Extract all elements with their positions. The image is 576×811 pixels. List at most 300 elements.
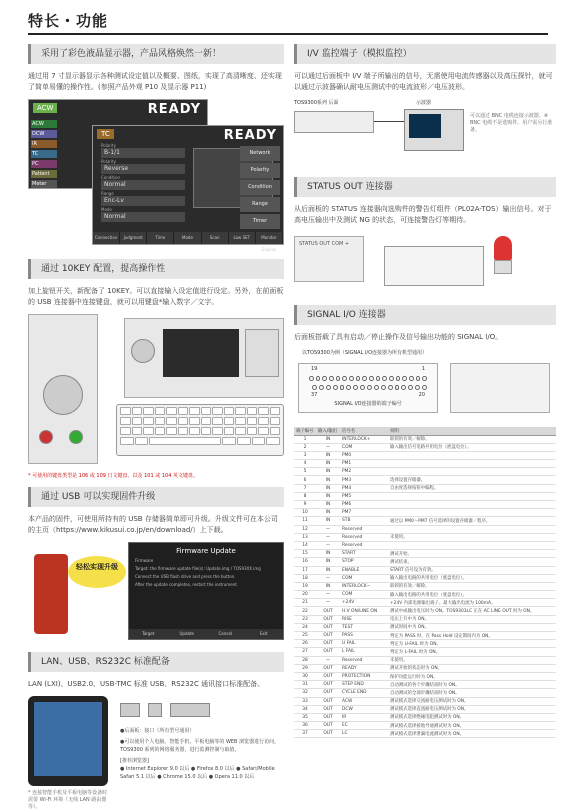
table-cell: PM1 bbox=[340, 460, 388, 468]
table-cell: U FAIL bbox=[340, 640, 388, 648]
usb-port-icon bbox=[148, 703, 162, 717]
title-divider bbox=[28, 33, 548, 35]
table-cell: 测试模式选择交流耐电压测试时为 ON。 bbox=[388, 697, 556, 705]
field-value[interactable]: B-1/1 bbox=[101, 148, 185, 158]
table-row bbox=[294, 615, 556, 623]
table-cell: IN bbox=[316, 582, 340, 590]
field-label: Polarity bbox=[101, 159, 116, 164]
browser-list: ● Internet Explorer 9.0 以后 ● Firefox 8.0 以后 ● Safari/Mobile Safari 5.1 以后 ● Chrome 15.0 以后 ● Opera 11.0 以后 bbox=[120, 766, 275, 780]
table-row bbox=[294, 689, 556, 697]
table-cell: 28 bbox=[294, 656, 316, 664]
table-cell: 24 bbox=[294, 623, 316, 631]
table-cell: 35 bbox=[294, 713, 316, 721]
table-cell: 10 bbox=[294, 509, 316, 517]
table-row bbox=[294, 705, 556, 713]
table-cell: 16 bbox=[294, 558, 316, 566]
knob-icon bbox=[131, 339, 155, 363]
table-cell: 联锁的有效／解除。 bbox=[388, 435, 556, 443]
table-cell: IN bbox=[316, 550, 340, 558]
display-text: 通过用 7 寸显示器显示各种测试设定值以及概要、图纸，实现了高清晰度、还实现了简单易懂的操作性。(参照产品外观 P10 及显示器 P11) bbox=[28, 72, 282, 91]
table-row bbox=[294, 525, 556, 533]
table-row bbox=[294, 648, 556, 656]
table-cell: OUT bbox=[316, 713, 340, 721]
wifi-note: * 连接智能手机及平板电脑等设备时需要 Wi-Fi 环境（无线 LAN 路由器等）。 bbox=[28, 790, 108, 810]
table-cell: IN bbox=[316, 501, 340, 509]
table-cell: 37 bbox=[294, 730, 316, 738]
firmware-line: Firmware bbox=[135, 558, 154, 563]
table-row bbox=[294, 582, 556, 590]
table-cell: IN bbox=[316, 435, 340, 443]
tab-monitor[interactable]: Monitor Display bbox=[256, 232, 283, 244]
status-connector-label: STATUS OUT COM + bbox=[299, 241, 350, 247]
table-cell: 18 bbox=[294, 574, 316, 582]
table-row bbox=[294, 722, 556, 730]
table-row bbox=[294, 623, 556, 631]
signal-heading: SIGNAL I/O 连接器 bbox=[294, 305, 556, 325]
table-cell: INTERLOCK+ bbox=[340, 435, 388, 443]
table-cell: PM6 bbox=[340, 501, 388, 509]
browser-label: [推荐浏览器] bbox=[120, 758, 149, 764]
table-cell: 判定为 U-FAIL 时为 ON。 bbox=[388, 640, 556, 648]
table-cell: 自动测试的全部步骤结束时为 ON。 bbox=[388, 689, 556, 697]
usb-illustration bbox=[28, 542, 284, 642]
table-cell: OUT bbox=[316, 722, 340, 730]
table-cell: 11 bbox=[294, 517, 316, 525]
table-cell: PM5 bbox=[340, 492, 388, 500]
table-cell: 17 bbox=[294, 566, 316, 574]
table-cell: IN bbox=[316, 484, 340, 492]
acw-screenshots bbox=[28, 99, 284, 252]
table-header-row bbox=[294, 427, 556, 435]
table-row bbox=[294, 443, 556, 451]
dsub-connector-icon bbox=[298, 363, 438, 413]
tenkey-heading: 通过 10KEY 配置，提高操作性 bbox=[28, 259, 284, 279]
table-cell: 14 bbox=[294, 541, 316, 549]
signal-io-table bbox=[294, 427, 556, 738]
table-cell: 保护功能运行时为 ON。 bbox=[388, 672, 556, 680]
table-cell: ENABLE bbox=[340, 566, 388, 574]
field-value[interactable]: Reverse bbox=[101, 164, 185, 174]
tab-update[interactable]: Update bbox=[179, 631, 194, 636]
lan-port-icon bbox=[120, 703, 140, 717]
table-cell: 5 bbox=[294, 468, 316, 476]
table-cell: 20 bbox=[294, 591, 316, 599]
table-cell: 22 bbox=[294, 607, 316, 615]
table-body bbox=[294, 435, 556, 738]
table-row bbox=[294, 730, 556, 738]
table-cell: PM2 bbox=[340, 468, 388, 476]
pin-number: 1 bbox=[421, 366, 425, 372]
table-cell: 测试开始的状态时为 ON。 bbox=[388, 664, 556, 672]
table-cell bbox=[388, 460, 556, 468]
table-cell: START 信号设为有效。 bbox=[388, 566, 556, 574]
table-cell: — bbox=[316, 599, 340, 607]
table-cell: STB bbox=[340, 517, 388, 525]
tc-screen bbox=[92, 125, 284, 252]
tab-exit[interactable]: Exit bbox=[259, 631, 268, 636]
table-cell: 自动测试的各个步骤结束时为 ON。 bbox=[388, 681, 556, 689]
warning-lamp-icon bbox=[494, 236, 512, 276]
field-label: Mode bbox=[101, 207, 112, 212]
table-cell: — bbox=[316, 533, 340, 541]
table-cell: PM0 bbox=[340, 451, 388, 459]
table-cell bbox=[388, 468, 556, 476]
table-cell bbox=[388, 509, 556, 517]
table-cell: DCW bbox=[340, 705, 388, 713]
table-cell: 电压上升中为 ON。 bbox=[388, 615, 556, 623]
usb-drive-icon bbox=[34, 554, 68, 634]
table-row bbox=[294, 640, 556, 648]
table-cell: 9 bbox=[294, 501, 316, 509]
table-cell: 测试模式选择泄漏电流测试时为 ON。 bbox=[388, 730, 556, 738]
table-cell: Reserved bbox=[340, 541, 388, 549]
table-row bbox=[294, 713, 556, 721]
front-display bbox=[163, 329, 239, 377]
signal-text: 后面板搭载了具有启动／停止操作及信号输出功能的 SIGNAL I/O。 bbox=[294, 333, 503, 341]
table-cell: 8 bbox=[294, 492, 316, 500]
table-row bbox=[294, 517, 556, 525]
table-cell: OUT bbox=[316, 632, 340, 640]
table-cell: 测试结束。 bbox=[388, 558, 556, 566]
table-cell: 12 bbox=[294, 525, 316, 533]
status-illustration bbox=[294, 232, 556, 297]
usb-text: 本产品的固件，可使用所持有的 USB 存储器简单即可升级。升级文件可在本公司的主页（https://www.kikusui.co.jp/en/download/）上下载。 bbox=[28, 515, 278, 534]
pin-number: 19 bbox=[311, 366, 318, 372]
table-cell: 测试模式选择绝缘电阻测试时为 ON。 bbox=[388, 713, 556, 721]
table-cell: OUT bbox=[316, 681, 340, 689]
display-heading: 采用了彩色液晶显示器，产品风格焕然一新！ bbox=[28, 44, 284, 64]
table-row bbox=[294, 591, 556, 599]
table-cell: — bbox=[316, 541, 340, 549]
field-label: Polarity bbox=[101, 143, 116, 148]
table-cell: 输入输出电路的共用电位（底盘电位）。 bbox=[388, 574, 556, 582]
tab-low-set[interactable]: Low SET bbox=[229, 232, 256, 244]
firmware-title: Firmware Update bbox=[176, 547, 236, 555]
column-header: 信号名 bbox=[340, 427, 388, 435]
table-cell: OUT bbox=[316, 697, 340, 705]
table-cell: 1 bbox=[294, 435, 316, 443]
table-cell: +24V bbox=[340, 599, 388, 607]
table-cell: — bbox=[316, 574, 340, 582]
table-cell: PM3 bbox=[340, 476, 388, 484]
table-cell: OUT bbox=[316, 730, 340, 738]
signal-connector-illustration bbox=[294, 349, 556, 423]
table-cell: IN bbox=[316, 492, 340, 500]
table-cell: 33 bbox=[294, 697, 316, 705]
table-cell: IN bbox=[316, 460, 340, 468]
iv-text: 可以通过后面板中 I/V 端子所输出的信号，无需使用电流传感器以及高压探针，就可以通过示波器确认耐电压测试中的电流波形／电压波形。 bbox=[294, 72, 553, 91]
usb-heading: 通过 USB 可以实现固件升级 bbox=[28, 487, 284, 507]
table-cell: ACW bbox=[340, 697, 388, 705]
field-value[interactable]: Enc-Lv bbox=[101, 196, 185, 206]
table-cell: OUT bbox=[316, 672, 340, 680]
device-label: TOS9300系列 后面 bbox=[294, 100, 339, 106]
tenkey-illustration bbox=[28, 314, 284, 469]
table-cell: 判定为 PASS 时，在 Pass Hold 设定期间内为 ON。 bbox=[388, 632, 556, 640]
table-row bbox=[294, 541, 556, 549]
table-row bbox=[294, 492, 556, 500]
table-cell: +24V 内部电源输出端子。最大输出电流为 100mA。 bbox=[388, 599, 556, 607]
field-label: Range bbox=[101, 191, 114, 196]
side-item: PC bbox=[31, 160, 57, 168]
table-cell: Reserved bbox=[340, 525, 388, 533]
table-cell: STEP END bbox=[340, 681, 388, 689]
table-cell: H.V ON/LINE ON bbox=[340, 607, 388, 615]
firmware-line: Target: the firmware update file(s): Update.img / TOS93XX.img bbox=[135, 566, 261, 571]
side-item: Meter bbox=[31, 180, 57, 188]
table-cell: OUT bbox=[316, 623, 340, 631]
side-item: ACW bbox=[31, 120, 57, 128]
table-cell: IN bbox=[316, 517, 340, 525]
table-row bbox=[294, 607, 556, 615]
timer-button[interactable]: Timer bbox=[240, 214, 280, 229]
table-cell: OUT bbox=[316, 615, 340, 623]
connector-label: SIGNAL I/O连接器的端子编号 bbox=[334, 401, 402, 407]
oscilloscope-icon bbox=[404, 109, 464, 151]
mode-badge: TC bbox=[97, 129, 114, 139]
tablet-icon bbox=[28, 696, 108, 786]
table-row bbox=[294, 672, 556, 680]
table-cell: PROTECTION bbox=[340, 672, 388, 680]
rear-panel-icon bbox=[294, 111, 374, 133]
tab-judgment[interactable]: Judgment bbox=[120, 232, 147, 244]
table-cell: IN bbox=[316, 476, 340, 484]
table-cell: 34 bbox=[294, 705, 316, 713]
easy-upgrade-badge: 轻松实现升级 bbox=[68, 556, 126, 588]
table-cell: 输入输出信号电路共用电位（底盘电位）。 bbox=[388, 443, 556, 451]
page-title: 特长・功能 bbox=[28, 12, 109, 30]
table-cell: 13 bbox=[294, 533, 316, 541]
table-row bbox=[294, 558, 556, 566]
table-cell bbox=[388, 541, 556, 549]
table-cell: 31 bbox=[294, 681, 316, 689]
status-text: 从后面板的 STATUS 连接器向选购件的警告灯组件（PL02A-TOS）输出信号。对于高电压输出中及测试 NG 的状态，可连接警告灯等期待。 bbox=[294, 205, 552, 224]
polarity-button[interactable]: Polarity bbox=[240, 163, 280, 178]
firmware-update-screen bbox=[128, 542, 284, 640]
table-cell: IN bbox=[316, 451, 340, 459]
table-cell bbox=[388, 492, 556, 500]
table-cell: IN bbox=[316, 566, 340, 574]
network-button[interactable]: Network bbox=[240, 146, 280, 161]
table-cell: — bbox=[316, 656, 340, 664]
table-cell: PM4 bbox=[340, 484, 388, 492]
column-header: 输入/输出 bbox=[316, 427, 340, 435]
table-cell: 测试中或输出电压时为 ON。TOS9303LC 正在 AC LINE OUT 时为 ON。 bbox=[388, 607, 556, 615]
table-cell: 测试模式选择接地导通测试时为 ON。 bbox=[388, 722, 556, 730]
table-cell: IR bbox=[340, 713, 388, 721]
table-cell: OUT bbox=[316, 640, 340, 648]
table-row bbox=[294, 632, 556, 640]
side-mode-list bbox=[29, 118, 59, 190]
tab-scan[interactable]: Scan bbox=[202, 232, 229, 244]
table-cell: LC bbox=[340, 730, 388, 738]
keyboard-note: * 可使用的键盘类型是 106 或 109 日文键盘、以及 101 或 104 英文键盘。 bbox=[28, 473, 198, 479]
status-connector-icon bbox=[294, 236, 364, 282]
column-header: 说明 bbox=[388, 427, 556, 435]
table-cell: 29 bbox=[294, 664, 316, 672]
table-cell: OUT bbox=[316, 607, 340, 615]
table-cell: 26 bbox=[294, 640, 316, 648]
tester-body-icon bbox=[384, 246, 484, 286]
table-cell: OUT bbox=[316, 689, 340, 697]
iv-illustration bbox=[294, 99, 556, 169]
table-cell: 测试开始。 bbox=[388, 550, 556, 558]
bnc-cable bbox=[374, 121, 404, 122]
scope-label: 示波器 bbox=[416, 100, 432, 106]
table-cell: 未使用。 bbox=[388, 656, 556, 664]
field-value[interactable]: Normal bbox=[101, 180, 185, 190]
table-cell bbox=[388, 451, 556, 459]
table-cell: 2 bbox=[294, 443, 316, 451]
firmware-line: Connect the USB flash drive and press the button. bbox=[135, 574, 236, 579]
table-row bbox=[294, 460, 556, 468]
table-cell: COM bbox=[340, 574, 388, 582]
port-label: ●后面板：接口（所有型号通用） bbox=[120, 728, 195, 734]
table-cell: 23 bbox=[294, 615, 316, 623]
table-cell: INTERLOCK− bbox=[340, 582, 388, 590]
front-panel-left bbox=[28, 314, 98, 464]
table-cell: Reserved bbox=[340, 656, 388, 664]
table-cell: Reserved bbox=[340, 533, 388, 541]
table-row bbox=[294, 664, 556, 672]
firmware-tabbar bbox=[129, 629, 283, 639]
tab-target[interactable]: Target bbox=[142, 631, 155, 636]
table-row bbox=[294, 681, 556, 689]
ready-label: READY bbox=[223, 128, 277, 143]
pin-number: 20 bbox=[418, 392, 425, 398]
table-cell: START bbox=[340, 550, 388, 558]
table-row bbox=[294, 484, 556, 492]
table-cell: PM7 bbox=[340, 509, 388, 517]
table-row bbox=[294, 533, 556, 541]
table-cell: 19 bbox=[294, 582, 316, 590]
column-header: 端子编号 bbox=[294, 427, 316, 435]
side-item: IR bbox=[31, 140, 57, 148]
table-cell bbox=[388, 501, 556, 509]
table-cell: 36 bbox=[294, 722, 316, 730]
table-row bbox=[294, 476, 556, 484]
table-cell: 输入输出电路的共用电位（底盘电位）。 bbox=[388, 591, 556, 599]
table-cell: IN bbox=[316, 558, 340, 566]
table-cell: EC bbox=[340, 722, 388, 730]
table-cell: 32 bbox=[294, 689, 316, 697]
scope-note: 可以通过 BNC 电缆连接示波器。※ BNC 电缆不是选购件。用户需另行准备。 bbox=[470, 113, 553, 133]
table-cell: PASS bbox=[340, 632, 388, 640]
table-cell: 30 bbox=[294, 672, 316, 680]
screen-tabbar bbox=[93, 232, 283, 252]
tenkey-text: 加上旋钮开关，新配备了 10KEY。可以直接输入设定值进行设定。另外，在前面板的 USB 连接器中连接键盘，就可以用键盘*输入数字／文字。 bbox=[28, 287, 284, 306]
table-cell: COM bbox=[340, 591, 388, 599]
table-cell: — bbox=[316, 525, 340, 533]
table-cell: 选择设置存储器。 bbox=[388, 476, 556, 484]
table-row bbox=[294, 435, 556, 443]
tab-time[interactable]: Time bbox=[147, 232, 174, 244]
table-row bbox=[294, 550, 556, 558]
tab-connection[interactable]: Connection bbox=[93, 232, 120, 244]
field-label: Condition bbox=[101, 175, 121, 180]
table-cell: OUT bbox=[316, 705, 340, 713]
iv-heading: I/V 监控端子（模拟监控） bbox=[294, 44, 556, 64]
left-column bbox=[28, 44, 284, 810]
front-panel-main bbox=[124, 318, 284, 398]
mode-badge: ACW bbox=[33, 103, 57, 113]
table-row bbox=[294, 501, 556, 509]
table-cell: 自由度选择按钮中编程。 bbox=[388, 484, 556, 492]
wifi-text: ●可以使用个人电脑、智能手机、平板电脑等的 WEB 浏览器进行访问。TOS9300 系列的网络服务器，进行监测控制与取值。 bbox=[120, 739, 280, 753]
table-row bbox=[294, 697, 556, 705]
side-item: TC bbox=[31, 150, 57, 158]
table-cell bbox=[388, 525, 556, 533]
table-cell: 判定为 L-FAIL 时为 ON。 bbox=[388, 648, 556, 656]
table-cell: TEST bbox=[340, 623, 388, 631]
table-row bbox=[294, 574, 556, 582]
table-cell: L FAIL bbox=[340, 648, 388, 656]
table-row bbox=[294, 599, 556, 607]
table-cell: RISE bbox=[340, 615, 388, 623]
tab-mode[interactable]: Mode bbox=[174, 232, 201, 244]
rear-ports bbox=[120, 696, 284, 724]
table-cell: 27 bbox=[294, 648, 316, 656]
lan-text: LAN (LXI)、USB2.0、USB-TMC 标准 USB、RS232C 通讯接口标准配备。 bbox=[28, 680, 265, 688]
table-cell: 6 bbox=[294, 476, 316, 484]
table-cell: CYCLE END bbox=[340, 689, 388, 697]
table-cell: IN bbox=[316, 509, 340, 517]
table-cell: — bbox=[316, 591, 340, 599]
connector-caption: 以TOS9300为例（SIGNAL I/O连接器为所有机型通用） bbox=[302, 350, 428, 356]
condition-button[interactable]: Condition bbox=[240, 180, 280, 195]
rear-panel-detail-icon bbox=[450, 363, 550, 413]
side-item: Patient bbox=[31, 170, 57, 178]
table-cell: 15 bbox=[294, 550, 316, 558]
lan-illustration bbox=[28, 696, 284, 810]
table-row bbox=[294, 451, 556, 459]
rotary-knob-icon bbox=[43, 375, 83, 415]
table-row bbox=[294, 566, 556, 574]
table-cell: 4 bbox=[294, 460, 316, 468]
table-cell: 测试模式选择直流耐电压测试时为 ON。 bbox=[388, 705, 556, 713]
firmware-line: After the update completes, restart the instrument. bbox=[135, 582, 239, 587]
tenkey-pad bbox=[245, 329, 279, 377]
table-cell: IN bbox=[316, 468, 340, 476]
usb-keyboard-icon bbox=[116, 404, 284, 456]
pin-number: 37 bbox=[311, 392, 318, 398]
status-heading: STATUS OUT 连接器 bbox=[294, 177, 556, 197]
table-cell: OUT bbox=[316, 664, 340, 672]
table-row bbox=[294, 656, 556, 664]
table-cell: OUT bbox=[316, 648, 340, 656]
table-cell: COM bbox=[340, 443, 388, 451]
start-button-icon bbox=[69, 430, 83, 444]
side-item: DCW bbox=[31, 130, 57, 138]
table-cell: STOP bbox=[340, 558, 388, 566]
right-column bbox=[294, 44, 556, 738]
range-button[interactable]: Range bbox=[240, 197, 280, 212]
table-cell: 通过以 PM0～PM7 信号选择的设置存储器／程序。 bbox=[388, 517, 556, 525]
table-cell: 21 bbox=[294, 599, 316, 607]
stop-button-icon bbox=[39, 430, 53, 444]
table-row bbox=[294, 468, 556, 476]
table-cell: READY bbox=[340, 664, 388, 672]
table-cell: 测试时间中为 ON。 bbox=[388, 623, 556, 631]
table-cell: 7 bbox=[294, 484, 316, 492]
rs232c-port-icon bbox=[170, 703, 210, 717]
field-value[interactable]: Normal bbox=[101, 212, 185, 222]
tab-cancel[interactable]: Cancel bbox=[218, 631, 233, 636]
table-cell: 联锁的有效／解除。 bbox=[388, 582, 556, 590]
lan-details bbox=[120, 696, 284, 781]
lan-heading: LAN、USB、RS232C 标准配备 bbox=[28, 652, 284, 672]
table-cell: 3 bbox=[294, 451, 316, 459]
